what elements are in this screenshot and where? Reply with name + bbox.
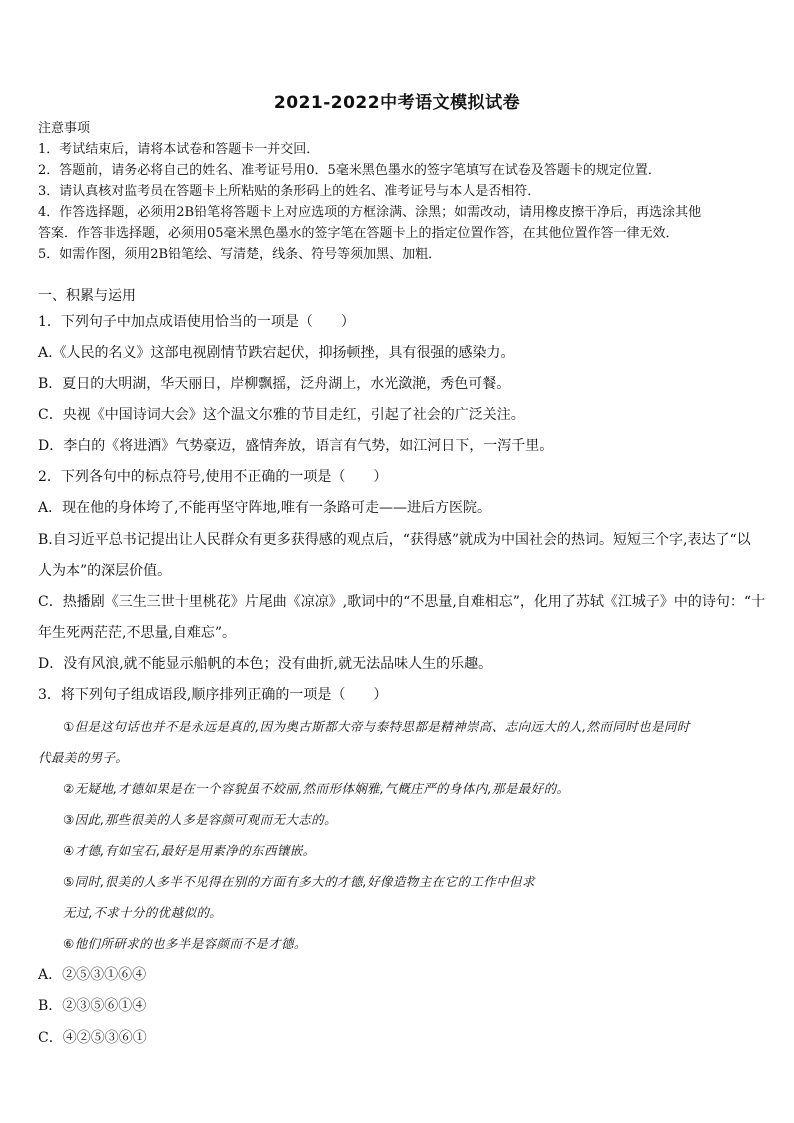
question-3-sentence-cont: 代最美的男子。 (38, 750, 129, 765)
question-2-option-c-cont: 年生死两茫茫,不思量,自难忘”。 (38, 625, 237, 641)
question-3-sentence: ④才德,有如宝石,最好是用素净的东西镶嵌。 (63, 843, 316, 858)
question-1-option-a: A.《人民的名义》这部电视剧情节跌宕起伏，抑扬顿挫，具有很强的感染力。 (38, 345, 515, 361)
question-3-sentence: ⑥他们所研求的也多半是容颜而不是才德。 (63, 936, 307, 951)
notice-item: 1．考试结束后，请将本试卷和答题卡一并交回． (38, 142, 320, 157)
question-3-stem: 3．将下列句子组成语段,顺序排列正确的一项是（ ） (38, 687, 388, 703)
notice-item: 答案．作答非选择题，必须用05毫米黑色墨水的签字笔在答题卡上的指定位置作答，在其他位置作答一律无效． (38, 226, 679, 241)
question-1-option-d: D．李白的《将进酒》气势豪迈，盛情奔放，语言有气势，如江河日下，一泻千里。 (38, 438, 554, 454)
question-2-option-d: D．没有风浪,就不能显示船帆的本色；没有曲折,就无法品味人生的乐趣。 (38, 656, 493, 672)
question-3-option-b: B．②③⑤⑥①④ (38, 998, 147, 1014)
question-3-option-c: C．④②⑤③⑥① (38, 1030, 147, 1046)
question-3-sentence-cont: 无过,不求十分的优越似的。 (63, 905, 223, 920)
question-2-option-b-cont: 人为本”的深层价值。 (38, 563, 172, 579)
notice-item: 2．答题前，请务必将自己的姓名、准考证号用0．5毫米黑色墨水的签字笔填写在试卷及答题卡的规定位置． (38, 163, 661, 178)
question-3-sentence: ⑤同时,很美的人多半不见得在别的方面有多大的才德,好像造物主在它的工作中但求 (63, 874, 535, 889)
notice-item: 3．请认真核对监考员在答题卡上所粘贴的条形码上的姓名、准考证号与本人是否相符． (38, 184, 541, 199)
section-heading: 一、积累与运用 (38, 288, 136, 304)
question-3-sentence: ①但是这句话也并不是永远是真的,因为奥古斯都大帝与泰特思都是精神崇高、志向远大的人,然而同时也是同时 (63, 719, 690, 734)
page-title: 2021-2022中考语文模拟试卷 (273, 93, 521, 113)
question-3-option-a: A．②⑤③①⑥④ (38, 967, 147, 983)
question-1-option-b: B．夏日的大明湖，华天丽日，岸柳飘摇，泛舟湖上，水光潋滟，秀色可餐。 (38, 376, 511, 392)
question-3-sentence: ③因此,那些很美的人多是容颜可观而无大志的。 (63, 812, 337, 827)
notice-item: 5．如需作图，须用2B铅笔绘、写清楚，线条、符号等须加黑、加粗． (38, 247, 442, 262)
question-2-option-a: A．现在他的身体垮了,不能再坚守阵地,唯有一条路可走——进后方医院。 (38, 500, 492, 516)
question-3-sentence: ②无疑地,才德如果是在一个容貌虽不姣丽,然而形体娴雅,气概庄严的身体内,那是最好的。 (63, 781, 570, 796)
notice-heading: 注意事项 (38, 121, 91, 136)
notice-item: 4．作答选择题，必须用2B铅笔将答题卡上对应选项的方框涂满、涂黑；如需改动，请用橡皮擦干净后，再选涂其他 (38, 205, 702, 220)
question-2-option-b: B.自习近平总书记提出让人民群众有更多获得感的观点后，“获得感”就成为中国社会的热词。短短三个字,表达了“以 (38, 532, 751, 548)
question-1-option-c: C．央视《中国诗词大会》这个温文尔雅的节目走红，引起了社会的广泛关注。 (38, 407, 525, 423)
question-1-stem: 1．下列句子中加点成语使用恰当的一项是（ ） (38, 314, 355, 330)
question-2-stem: 2．下列各句中的标点符号,使用不正确的一项是（ ） (38, 469, 388, 485)
question-2-option-c: C．热播剧《三生三世十里桃花》片尾曲《凉凉》,歌词中的“不思量,自难相忘”，化用了苏轼《江城子》中的诗句：“十 (38, 594, 766, 610)
